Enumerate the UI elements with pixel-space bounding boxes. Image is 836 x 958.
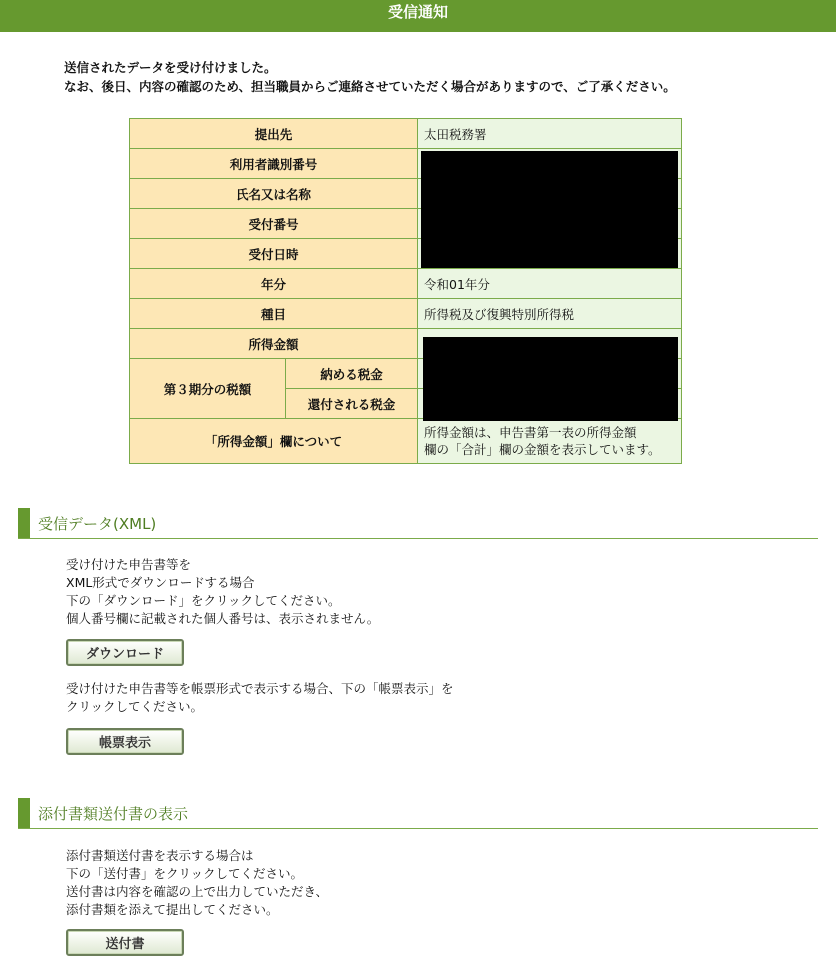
- attachment-section-title: 添付書類送付書の表示: [38, 805, 189, 823]
- receipt-datetime-label: 受付日時: [130, 239, 418, 269]
- note-value-line-2: 欄の「合計」欄の金額を表示しています。: [424, 442, 661, 457]
- section-marker: [18, 798, 30, 828]
- pay-tax-label: 納める税金: [286, 359, 418, 389]
- send-sheet-button[interactable]: 送付書: [66, 929, 184, 956]
- text-line: クリックしてください。: [66, 699, 204, 714]
- year-value: 令和01年分: [418, 269, 682, 299]
- text-line: 添付書類を添えて提出してください。: [66, 902, 279, 917]
- table-row: [130, 119, 682, 149]
- note-value: [418, 419, 682, 464]
- name-label: 氏名又は名称: [130, 179, 418, 209]
- xml-section-title: 受信データ(XML): [38, 515, 157, 533]
- text-line: 下の「送付書」をクリックしてください。: [66, 866, 304, 881]
- tax3-label: 第３期分の税額: [130, 359, 286, 419]
- submit-to-label: 提出先: [130, 119, 418, 149]
- user-id-label: 利用者識別番号: [130, 149, 418, 179]
- attachment-section-header: [18, 798, 818, 829]
- text-line: 個人番号欄に記載された個人番号は、表示されません。: [66, 611, 380, 626]
- attachment-text: [66, 847, 328, 919]
- xml-download-text: [66, 556, 379, 628]
- intro-line-1: 送信されたデータを受け付けました。: [64, 60, 277, 75]
- section-marker: [18, 508, 30, 538]
- income-label: 所得金額: [130, 329, 418, 359]
- text-line: XML形式でダウンロードする場合: [66, 575, 255, 590]
- text-line: 送付書は内容を確認の上で出力していただき、: [66, 884, 329, 899]
- text-line: 添付書類送付書を表示する場合は: [66, 848, 254, 863]
- xml-section-header: [18, 508, 818, 539]
- table-row: [130, 419, 682, 464]
- download-button[interactable]: ダウンロード: [66, 639, 184, 666]
- year-label: 年分: [130, 269, 418, 299]
- form-display-button[interactable]: 帳票表示: [66, 728, 184, 755]
- redaction-block: [421, 151, 678, 268]
- page-title-bar: [0, 0, 836, 32]
- text-line: 受け付けた申告書等を: [66, 557, 192, 572]
- refund-tax-label: 還付される税金: [286, 389, 418, 419]
- redaction-block: [423, 337, 678, 421]
- text-line: 受け付けた申告書等を帳票形式で表示する場合、下の「帳票表示」を: [66, 681, 454, 696]
- table-row: [130, 299, 682, 329]
- page-title: 受信通知: [387, 3, 448, 21]
- tax-type-value: 所得税及び復興特別所得税: [418, 299, 682, 329]
- table-row: [130, 269, 682, 299]
- tax-type-label: 種目: [130, 299, 418, 329]
- intro-message: [64, 58, 676, 96]
- note-label: 「所得金額」欄について: [130, 419, 418, 464]
- intro-line-2: なお、後日、内容の確認のため、担当職員からご連絡させていただく場合がありますので、ご了承ください。: [64, 79, 676, 94]
- note-value-line-1: 所得金額は、申告書第一表の所得金額: [424, 425, 637, 440]
- submit-to-value: 太田税務署: [418, 119, 682, 149]
- receipt-number-label: 受付番号: [130, 209, 418, 239]
- text-line: 下の「ダウンロード」をクリックしてください。: [66, 593, 341, 608]
- form-display-text: [66, 680, 454, 716]
